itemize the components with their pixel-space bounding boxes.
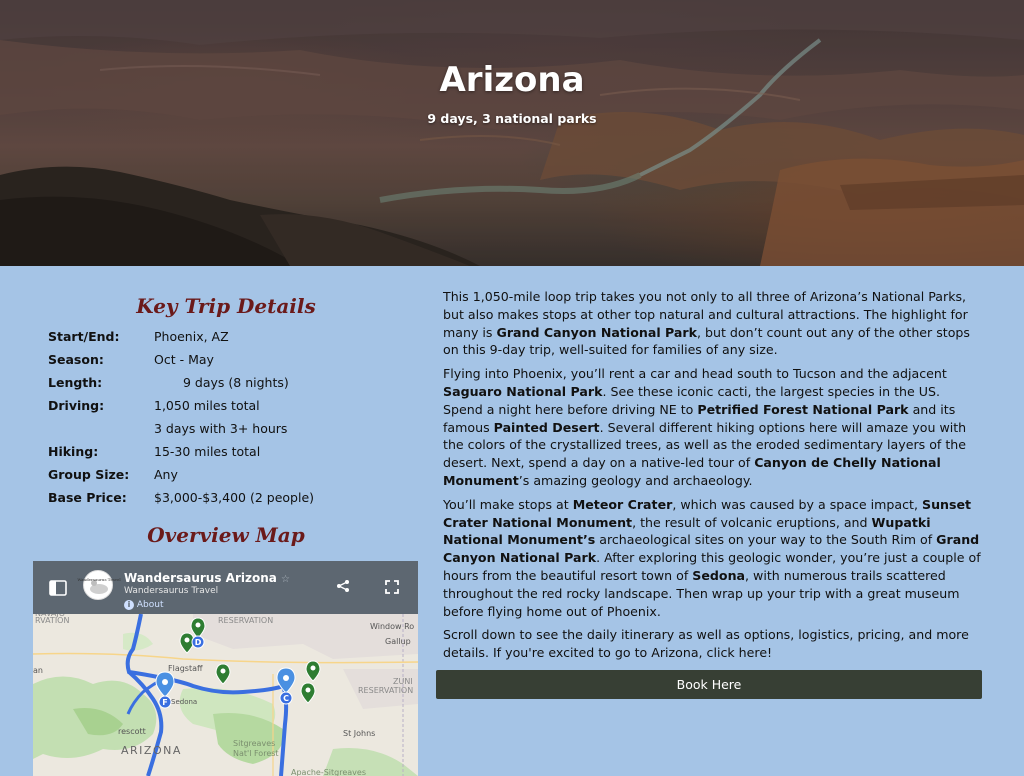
text-run: archaeological sites on your way to the South Rim of xyxy=(595,532,937,548)
detail-value: 15-30 miles total xyxy=(154,444,261,459)
overview-map-embed[interactable] xyxy=(33,561,418,776)
map-label-gallup: Gallup xyxy=(385,637,411,646)
overview-map-heading: Overview Map xyxy=(147,523,305,547)
map-label-reservation: RVATION xyxy=(35,616,70,625)
map-marker-c[interactable] xyxy=(277,668,295,704)
detail-row-driving xyxy=(48,394,348,417)
highlight-sunset-crater: Sunset Crater National Monument xyxy=(443,496,972,530)
text-run: , which was caused by a space impact, xyxy=(672,496,923,512)
key-trip-details-heading: Key Trip Details xyxy=(136,294,316,318)
map-label-zuni: ZUNI xyxy=(393,677,413,686)
map-label-arizona: ARIZONA xyxy=(121,744,182,757)
map-header xyxy=(33,561,418,614)
fullscreen-icon[interactable] xyxy=(385,580,399,594)
detail-row-driving-extra xyxy=(48,417,348,440)
map-label-reservation-top: RESERVATION xyxy=(218,616,274,625)
description-paragraph-3 xyxy=(443,496,983,621)
logo-image xyxy=(77,571,121,601)
share-icon[interactable] xyxy=(336,579,350,593)
detail-row-hiking xyxy=(48,440,348,463)
map-label-flagstaff: Flagstaff xyxy=(168,664,203,673)
marker-label: C xyxy=(283,694,289,703)
description-paragraph-1 xyxy=(443,288,983,359)
map-label-sedona: Sedona xyxy=(171,698,198,706)
highlight-sedona: Sedona xyxy=(692,567,746,583)
map-owner: Wandersaurus Travel xyxy=(124,586,219,596)
detail-row-group-size xyxy=(48,463,348,486)
map-about-link[interactable] xyxy=(124,600,163,610)
detail-label: Length: xyxy=(48,375,103,390)
highlight-meteor-crater: Meteor Crater xyxy=(572,496,673,512)
text-run: , but don’t count out any of the other stops on this 9-day trip, well-suited for families of any size. xyxy=(443,324,970,358)
highlight-saguaro: Saguaro National Park xyxy=(443,383,603,399)
map-label-window-rock: Window Ro xyxy=(370,622,415,631)
about-label: About xyxy=(136,600,164,610)
highlight-grand-canyon: Grand Canyon National Park xyxy=(443,532,980,566)
description-paragraph-2 xyxy=(443,365,983,490)
text-run: . Several different hiking options here will amaze you with the colors of the crystallized trees, as well as the eroded sedimentary layers of the desert. Next, spend a day on a native-led tour of xyxy=(443,419,967,471)
text-run: . After exploring this geologic wonder, you’re just a couple of hours from the beautiful resort town of xyxy=(443,550,981,583)
book-here-button[interactable]: Book Here xyxy=(436,670,982,699)
detail-value: $3,000-$3,400 (2 people) xyxy=(154,490,315,505)
sidebar-toggle-icon[interactable] xyxy=(49,580,67,596)
marker-label: F xyxy=(162,698,168,707)
map-label-forest: Nat'l Forest xyxy=(233,749,279,758)
map-canvas[interactable] xyxy=(33,614,418,776)
detail-label: Base Price: xyxy=(48,490,127,505)
text-run: You’ll make stops at xyxy=(443,496,573,512)
detail-label: Season: xyxy=(48,352,104,367)
detail-label: Driving: xyxy=(48,398,105,413)
map-label-an: an xyxy=(33,666,43,675)
map-label-st-johns: St Johns xyxy=(343,729,376,738)
star-icon[interactable]: ☆ xyxy=(281,574,291,585)
map-marker-d[interactable] xyxy=(192,636,204,648)
map-title-text: Wandersaurus Arizona xyxy=(124,571,277,585)
wandersaurus-logo xyxy=(77,570,121,600)
detail-row-season xyxy=(48,348,348,371)
detail-row-start-end xyxy=(48,325,348,348)
canyon-photo xyxy=(0,0,1024,266)
description-paragraph-4: Scroll down to see the daily itinerary as well as options, logistics, pricing, and more details. If you're excited to go to Arizona, click here! xyxy=(443,627,969,661)
trip-description xyxy=(443,288,983,668)
page-subtitle: 9 days, 3 national parks xyxy=(427,111,597,126)
detail-label: Start/End: xyxy=(48,329,120,344)
map-label-zuni-reservation: RESERVATION xyxy=(358,686,414,695)
detail-row-length xyxy=(48,371,348,394)
text-run: Flying into Phoenix, you’ll rent a car and head south to Tucson and the adjacent xyxy=(443,366,947,382)
detail-label: Hiking: xyxy=(48,444,99,459)
highlight-wupatki: Wupatki National Monument’s xyxy=(443,514,931,548)
map-title[interactable] xyxy=(124,571,290,585)
hero-banner xyxy=(0,0,1024,266)
map-marker-f[interactable] xyxy=(156,672,174,708)
detail-label: Group Size: xyxy=(48,467,130,482)
text-run: , with numerous trails scattered throughout the red rocky landscape. Then wrap up your trip with a great museum before flying home out of Phoenix. xyxy=(443,567,960,619)
detail-value: Phoenix, AZ xyxy=(154,329,229,344)
detail-value: 1,050 miles total xyxy=(154,398,260,413)
map-label-apache: Apache-Sitgreaves xyxy=(291,768,367,776)
text-run: . See these iconic cacti, the largest species in the US. Spend a night here before driving NE to xyxy=(443,383,940,417)
highlight-petrified-forest: Petrified Forest National Park xyxy=(697,401,909,417)
detail-value: Oct - May xyxy=(154,352,214,367)
map-label-prescott: rescott xyxy=(118,727,146,736)
detail-value: 3 days with 3+ hours xyxy=(154,421,288,436)
highlight-canyon-de-chelly: Canyon de Chelly National Monument xyxy=(443,455,941,488)
detail-value: Any xyxy=(154,467,178,482)
text-run: ’s amazing geology and archaeology. xyxy=(518,472,753,488)
marker-label: D xyxy=(194,638,202,647)
text-run: This 1,050-mile loop trip takes you not only to all three of Arizona’s National Parks, but also makes stops at other top natural and cultural attractions. The highlight for many is xyxy=(443,289,968,340)
text-run: , the result of volcanic eruptions, and xyxy=(632,514,872,530)
detail-row-base-price xyxy=(48,486,348,509)
detail-value: 9 days (8 nights) xyxy=(183,375,289,390)
logo-text: Wandersaurus Travel xyxy=(77,577,121,582)
map-label-sitgreaves: Sitgreaves xyxy=(233,739,276,748)
text-run: and its famous xyxy=(443,401,956,435)
highlight-painted-desert: Painted Desert xyxy=(493,419,600,435)
trip-details-list xyxy=(48,325,348,509)
page-title: Arizona xyxy=(439,60,585,100)
highlight-grand-canyon: Grand Canyon National Park xyxy=(496,324,697,340)
info-icon: i xyxy=(124,600,134,610)
